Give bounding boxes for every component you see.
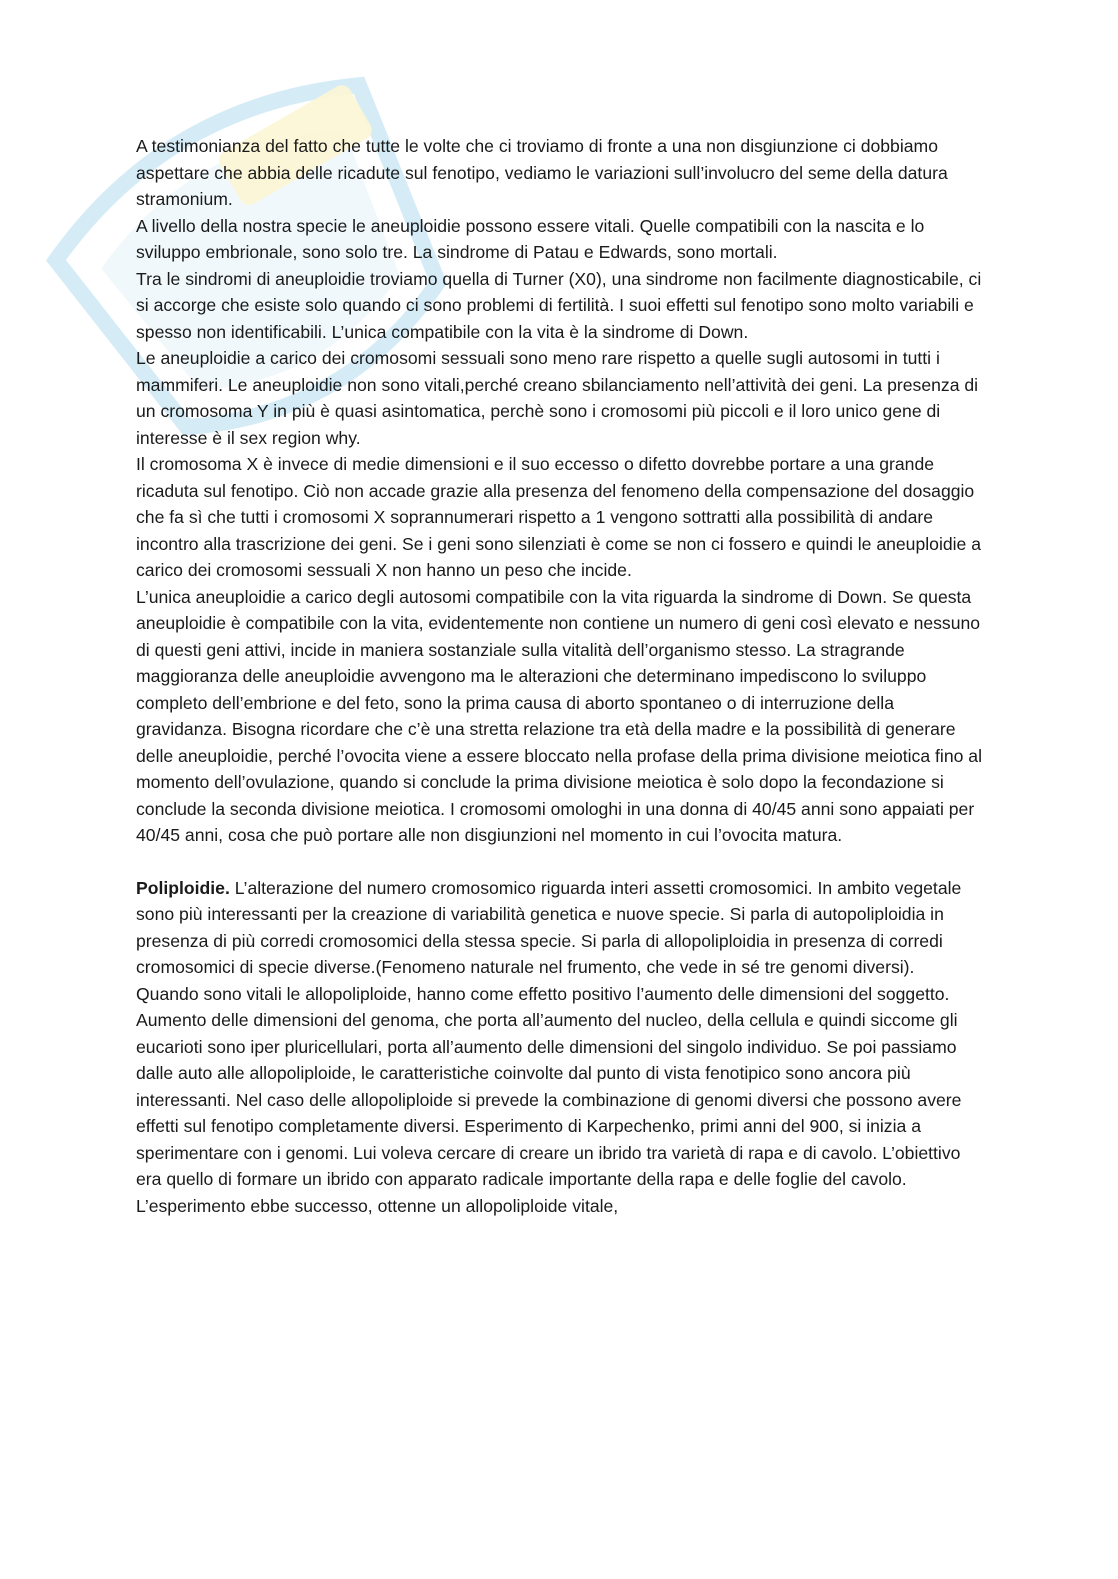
paragraph-human-aneuploidy: A livello della nostra specie le aneuploidie possono essere vitali. Quelle compatibili con la nascita e lo sviluppo embrionale, sono solo tre. La sindrome di Patau e Edwards, sono mortali. xyxy=(136,215,925,262)
paragraph-allopolyploid: Quando sono vitali le allopoliploide, hanno come effetto positivo l’aumento delle dimensioni del soggetto. Aumento delle dimensioni del genoma, che porta all’aumento del nucleo, della cellula e quindi siccome gli eucarioti sono iper pluricellulari, porta all’aumento delle dimensioni del singolo individuo. Se poi passiamo dalle auto alle allopoliploide, le caratteristiche coinvolte dal punto di vista fenotipico sono ancora più interessanti. Nel caso delle allopoliploide si prevede la combinazione di genomi diversi che possono avere effetti sul fenotipo completamente diversi. Esperimento di Karpechenko, primi anni del 900, si inizia a sperimentare con i genomi. Lui voleva cercare di creare un ibrido tra varietà di rapa e di cavolo. L’obiettivo era quello di formare un ibrido con apparato radicale importante della rapa e delle foglie del cavolo. L’esperimento ebbe successo, ottenne un allopoliploide vitale, xyxy=(136,983,962,1216)
paragraph-spacer xyxy=(136,849,986,875)
paragraph-sex-chromosomes: Le aneuploidie a carico dei cromosomi sessuali sono meno rare rispetto a quelle sugli autosomi in tutti i mammiferi. Le aneuploidie non sono vitali,perché creano sbilanciamento nell’attività dei geni. La presenza di un cromosoma Y in più è quasi asintomatica, perchè sono i cromosomi più piccoli e il loro unico gene di interesse è il sex region why. xyxy=(136,348,979,448)
polyploidy-heading: Poliploidie. xyxy=(136,877,230,898)
paragraph-turner: Tra le sindromi di aneuploidie troviamo quella di Turner (X0), una sindrome non facilmente diagnosticabile, ci si accorge che esiste solo quando ci sono problemi di fertilità. I suoi effetti sul fenotipo sono molto variabili e spesso non identificabili. L’unica compatibile con la vita è la sindrome di Down. xyxy=(136,268,982,342)
paragraph-down-syndrome: L’unica aneuploidie a carico degli autosomi compatibile con la vita riguarda la sindrome di Down. Se questa aneuploidie è compatibile con la vita, evidentemente non contiene un numero di geni così elevato e nessuno di questi geni attivi, incide in maniera sostanziale sulla vitalità dell’organismo stesso. La stragrande maggioranza delle aneuploidie avvengono ma le alterazioni che determinano impediscono lo sviluppo completo dell’embrione e del feto, sono la prima causa di aborto spontaneo o di interruzione della gravidanza. Bisogna ricordare che c’è una stretta relazione tra età della madre e la possibilità di generare delle aneuploidie, perché l’ovocita viene a essere bloccato nella profase della prima divisione meiotica fino al momento dell’ovulazione, quando si conclude la prima divisione meiotica è solo dopo la fecondazione si conclude la seconda divisione meiotica. I cromosomi omologhi in una donna di 40/45 anni sono appaiati per 40/45 anni, cosa che può portare alle non disgiunzioni nel momento in cui l’ovocita matura. xyxy=(136,586,982,845)
paragraph-polyploidy xyxy=(136,875,986,981)
paragraph-x-chromosome: Il cromosoma X è invece di medie dimensioni e il suo eccesso o difetto dovrebbe portare a una grande ricaduta sul fenotipo. Ciò non accade grazie alla presenza del fenomeno della compensazione del dosaggio che fa sì che tutti i cromosomi X soprannumerari rispetto a 1 vengono sottratti alla possibilità di andare incontro alla trascrizione dei geni. Se i geni sono silenziati è come se non ci fossero e quindi le aneuploidie a carico dei cromosomi sessuali X non hanno un peso che incide. xyxy=(136,454,982,580)
document-body xyxy=(136,133,986,1219)
paragraph-datura: A testimonianza del fatto che tutte le volte che ci troviamo di fronte a una non disgiunzione ci dobbiamo aspettare che abbia delle ricadute sul fenotipo, vediamo le variazioni sull’involucro del seme della datura stramonium. xyxy=(136,136,948,209)
polyploidy-intro-text: L’alterazione del numero cromosomico riguarda interi assetti cromosomici. In ambito vegetale sono più interessanti per la creazione di variabilità genetica e nuove specie. Si parla di autopoliploidia in presenza di più corredi cromosomici della stessa specie. Si parla di allopoliploidia in presenza di corredi cromosomici di specie diverse.(Fenomeno naturale nel frumento, che vede in sé tre genomi diversi). xyxy=(136,877,962,977)
